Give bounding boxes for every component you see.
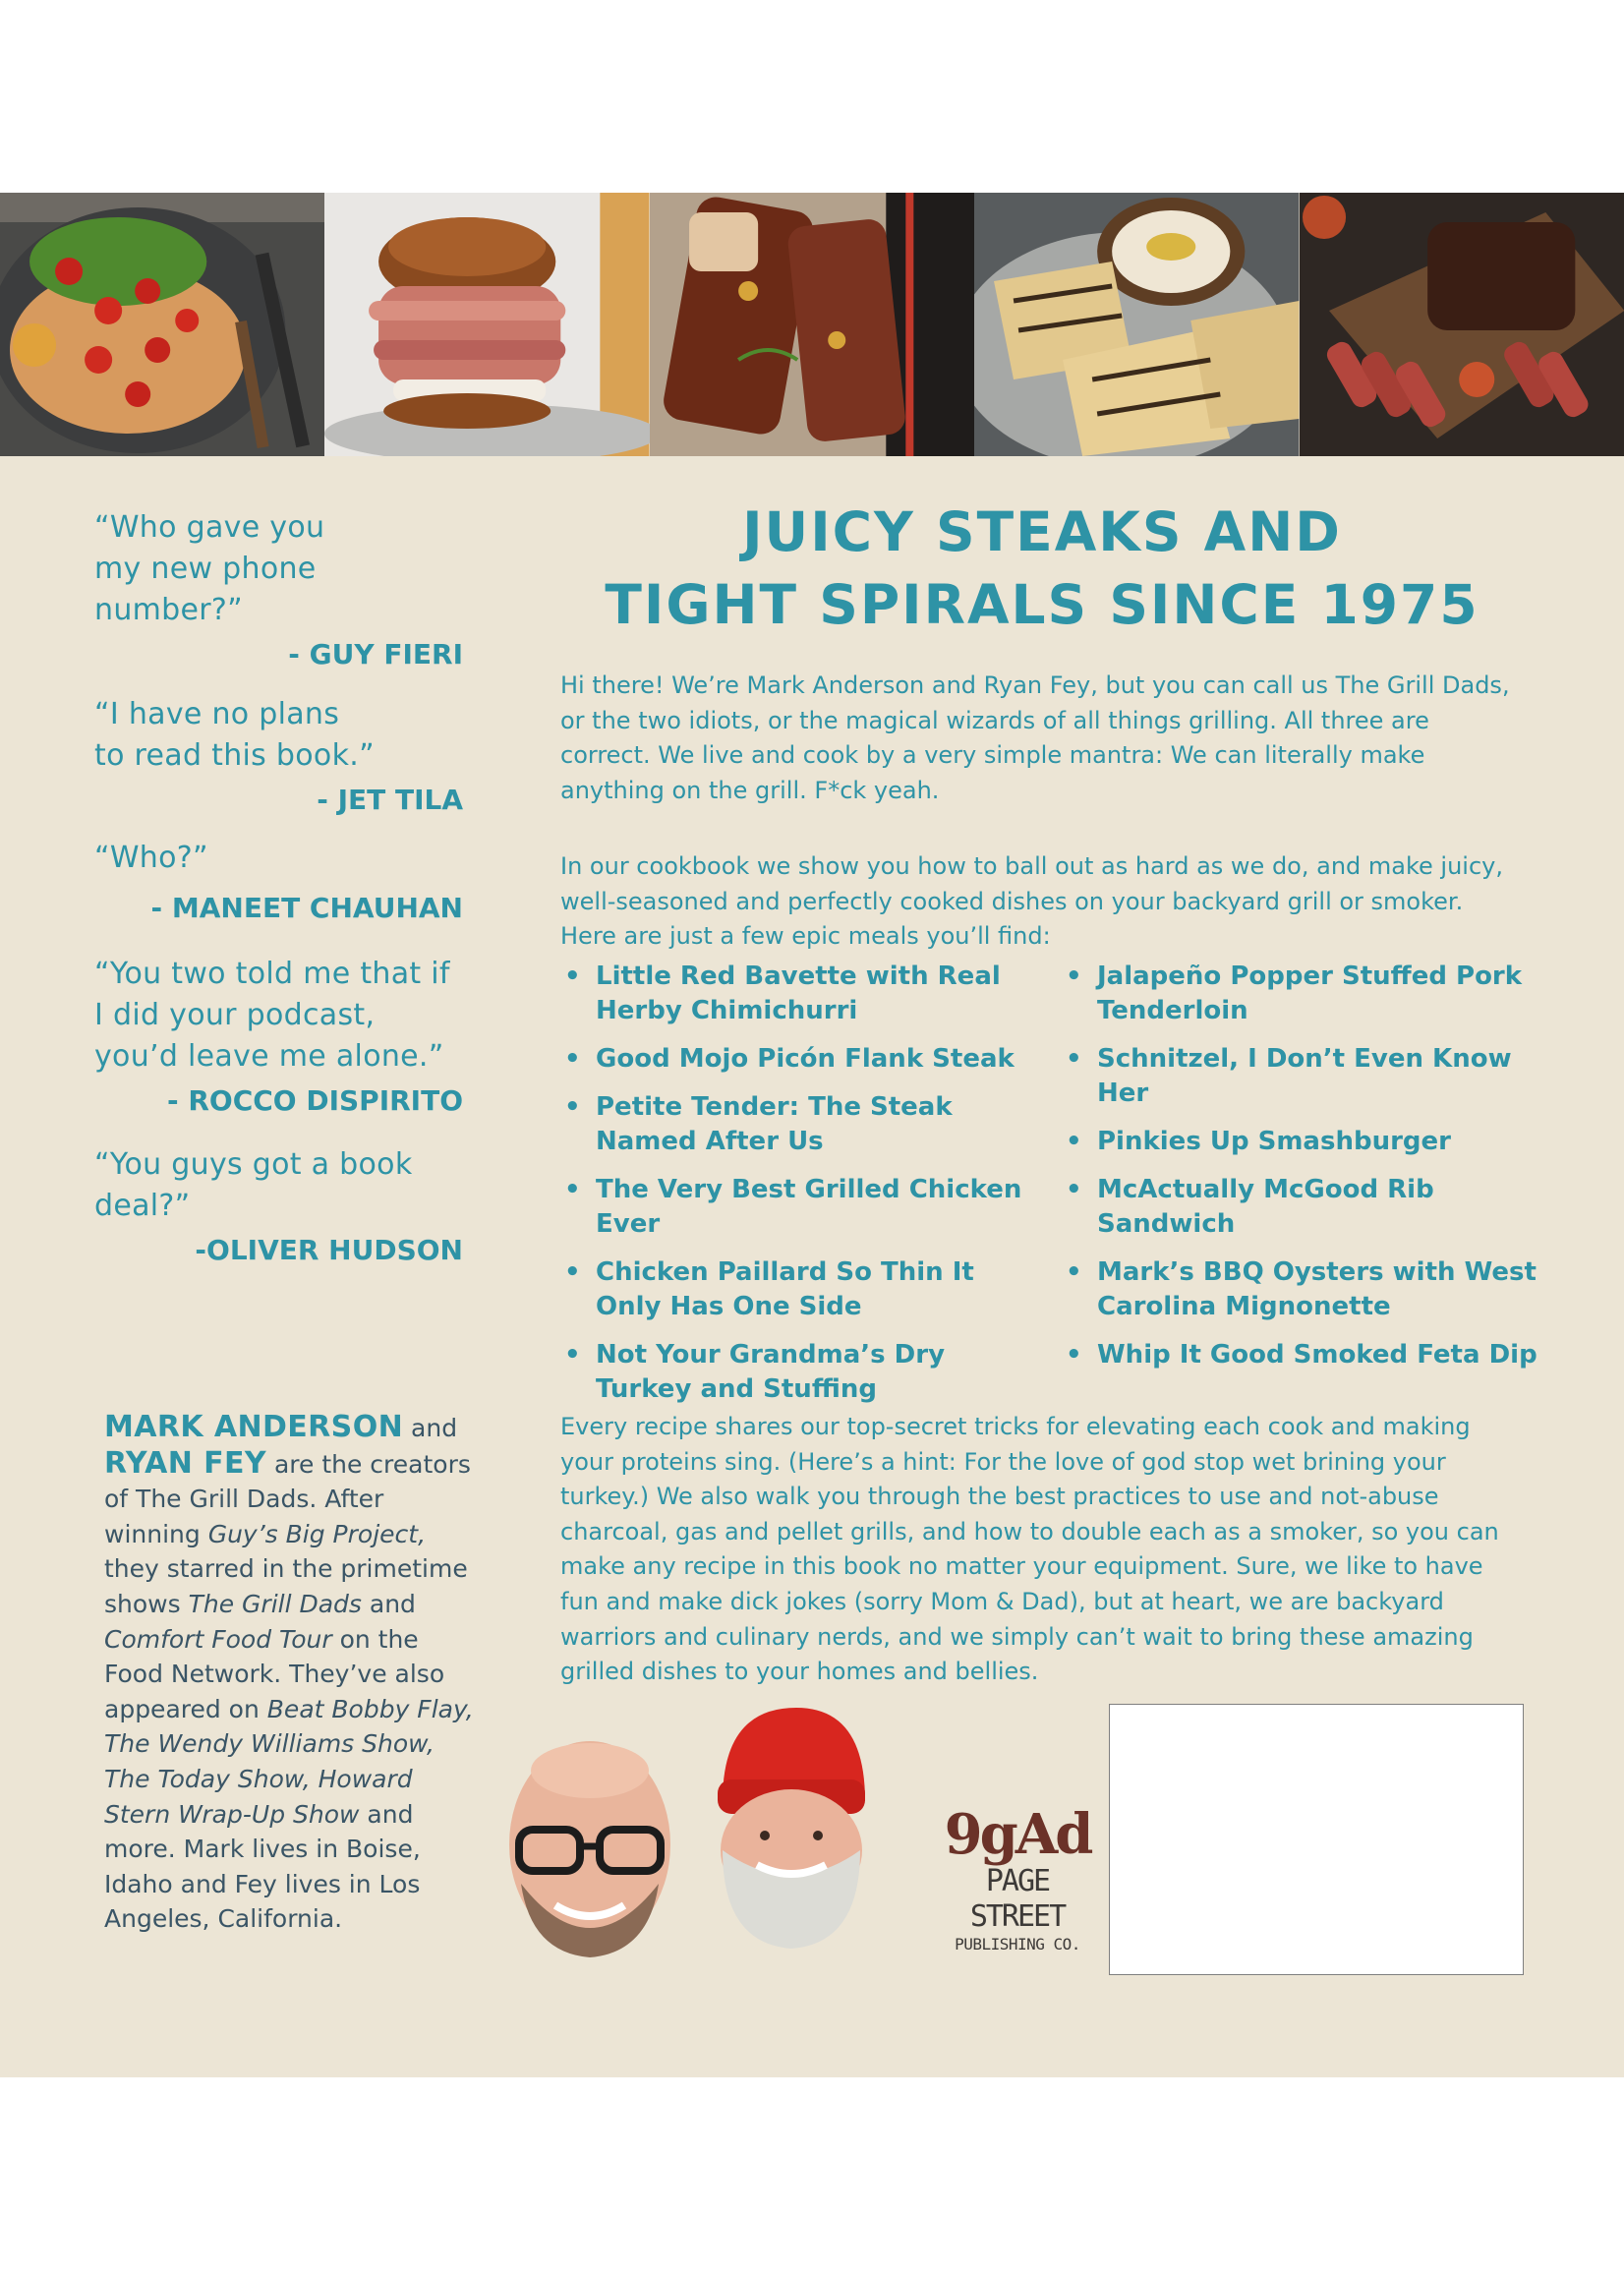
recipe-title: Little Red Bavette with Real Herby Chimichurri <box>596 962 1001 1025</box>
recipe-item <box>560 960 1032 1028</box>
quote-author: - ROCCO DISPIRITO <box>166 1084 463 1117</box>
ryan-fey-face-photo <box>708 1703 875 1953</box>
intro-paragraph: Hi there! We’re Mark Anderson and Ryan Fey, but you can call us The Grill Dads, or the two idiots, or the magical wizards of all things grilling. All three are correct. We live and cook by a very simple mantra: We can literally make anything on the grill. F*ck yeah. <box>560 671 1510 804</box>
bullet-icon: • <box>564 1044 581 1074</box>
bullet-icon: • <box>1066 1257 1082 1287</box>
publisher-logo <box>944 1802 1091 1954</box>
quote-author: -OLIVER HUDSON <box>195 1234 463 1266</box>
bio-show-title: Comfort Food Tour <box>104 1624 332 1654</box>
recipe-item <box>560 1255 1032 1324</box>
quote-block <box>94 694 463 818</box>
recipe-title: Chicken Paillard So Thin It Only Has One Side <box>596 1257 974 1321</box>
bullet-icon: • <box>1066 1044 1082 1074</box>
roast-beef-sandwich-photo <box>324 193 649 456</box>
recipe-list-left <box>560 960 1032 1421</box>
author-bio <box>104 1410 478 1937</box>
recipe-item <box>1062 1338 1553 1372</box>
quote-text: “I have no plans to read this book.” <box>94 697 375 773</box>
bio-show-title: Guy’s Big Project, <box>207 1519 427 1548</box>
recipe-item <box>560 1173 1032 1242</box>
sliced-steak-photo <box>1300 193 1624 456</box>
bullet-icon: • <box>1066 1340 1082 1370</box>
bullet-icon: • <box>1066 962 1082 991</box>
recipe-title: McActually McGood Rib Sandwich <box>1097 1175 1434 1239</box>
bio-show-title: Beat Bobby Flay, The Wendy Williams Show, The Today Show, Howard Stern Wrap-Up Show <box>104 1694 474 1829</box>
author-name-mark: MARK ANDERSON <box>104 1410 404 1444</box>
author-name-ryan: RYAN FEY <box>104 1445 266 1481</box>
bullet-icon: • <box>1066 1127 1082 1156</box>
endorsement-quotes <box>94 507 463 1268</box>
mark-anderson-face-photo <box>501 1736 678 1966</box>
recipe-title: Pinkies Up Smashburger <box>1097 1127 1451 1156</box>
publisher-name: PAGE STREET <box>969 1864 1066 1934</box>
bio-text: and <box>403 1414 458 1442</box>
flatbread-dip-photo <box>974 193 1299 456</box>
recipe-item <box>1062 1042 1553 1111</box>
recipe-item <box>1062 1125 1553 1159</box>
quote-text: “You two told me that if I did your podcast, you’d leave me alone.” <box>94 957 450 1074</box>
recipe-item <box>1062 1173 1553 1242</box>
recipe-title: The Very Best Grilled Chicken Ever <box>596 1175 1022 1239</box>
bio-show-title: The Grill Dads <box>188 1589 362 1618</box>
recipe-item <box>1062 960 1553 1028</box>
quote-author: - JET TILA <box>317 784 463 816</box>
quote-text: “You guys got a book deal?” <box>94 1147 413 1223</box>
description-paragraph: In our cookbook we show you how to ball out as hard as we do, and make juicy, well-seasoned and perfectly cooked dishes on your backyard grill or smoker. Here are just a few epic meals you’ll find: <box>560 852 1504 951</box>
back-cover <box>0 193 1624 2077</box>
headline-line: TIGHT SPIRALS SINCE 1975 <box>605 573 1479 636</box>
publisher-monogram: 9gAd <box>944 1802 1091 1867</box>
bullet-icon: • <box>564 1340 581 1370</box>
quote-block <box>94 954 463 1119</box>
quote-text: “Who gave you my new phone number?” <box>94 510 325 627</box>
quote-author: - GUY FIERI <box>288 638 463 671</box>
quote-text: “Who?” <box>94 841 208 875</box>
bio-text: and more. Mark lives in Boise, Idaho and Fey lives in Los Angeles, California. <box>104 1799 421 1934</box>
short-ribs-photo <box>650 193 974 456</box>
closing-paragraph: Every recipe shares our top-secret tricks for elevating each cook and making your proteins sing. (Here’s a hint: For the love of god stop wet brining your turkey.) We also walk you through the best practices to use and not-abuse charcoal, gas and pellet grills, and how to double each as a smoker, so you can make any recipe in this book no matter your equipment. Sure, we like to have fun and make dick jokes (sorry Mom & Dad), but at heart, we are backyard warriors and culinary nerds, and we simply can’t wait to bring these amazing grilled dishes to your homes and bellies. <box>560 1413 1499 1686</box>
bullet-icon: • <box>564 962 581 991</box>
recipe-title: Mark’s BBQ Oysters with West Carolina Mignonette <box>1097 1257 1537 1321</box>
quote-block <box>94 507 463 672</box>
recipe-title: Jalapeño Popper Stuffed Pork Tenderloin <box>1097 962 1523 1025</box>
quote-author: - MANEET CHAUHAN <box>150 892 463 924</box>
bullet-icon: • <box>564 1092 581 1122</box>
recipe-title: Not Your Grandma’s Dry Turkey and Stuffing <box>596 1340 946 1404</box>
quote-block <box>94 838 463 926</box>
cover-headline <box>551 496 1534 641</box>
recipe-item <box>1062 1255 1553 1324</box>
food-photo-strip <box>0 193 1624 456</box>
bio-text: they starred in the primetime shows <box>104 1554 468 1618</box>
chicken-tomato-arugula-photo <box>0 193 324 456</box>
recipe-title: Good Mojo Picón Flank Steak <box>596 1044 1015 1074</box>
bullet-icon: • <box>1066 1175 1082 1204</box>
bullet-icon: • <box>564 1257 581 1287</box>
recipe-item <box>560 1090 1032 1159</box>
recipe-title: Schnitzel, I Don’t Even Know Her <box>1097 1044 1512 1108</box>
bullet-icon: • <box>564 1175 581 1204</box>
recipe-item <box>560 1338 1032 1407</box>
recipe-title: Whip It Good Smoked Feta Dip <box>1097 1340 1537 1370</box>
recipe-title: Petite Tender: The Steak Named After Us <box>596 1092 953 1156</box>
barcode-placeholder-box <box>1109 1704 1524 1975</box>
bio-text: and <box>361 1589 416 1618</box>
publisher-subtitle: PUBLISHING CO. <box>955 1935 1080 1953</box>
recipe-item <box>560 1042 1032 1077</box>
headline-line: JUICY STEAKS AND <box>742 500 1342 563</box>
recipe-list-right <box>1062 960 1553 1386</box>
quote-block <box>94 1144 463 1268</box>
bio-text: on the Food Network. They’ve also appeared on <box>104 1624 445 1723</box>
bio-text: are the creators of The Grill Dads. After winning <box>104 1449 471 1548</box>
